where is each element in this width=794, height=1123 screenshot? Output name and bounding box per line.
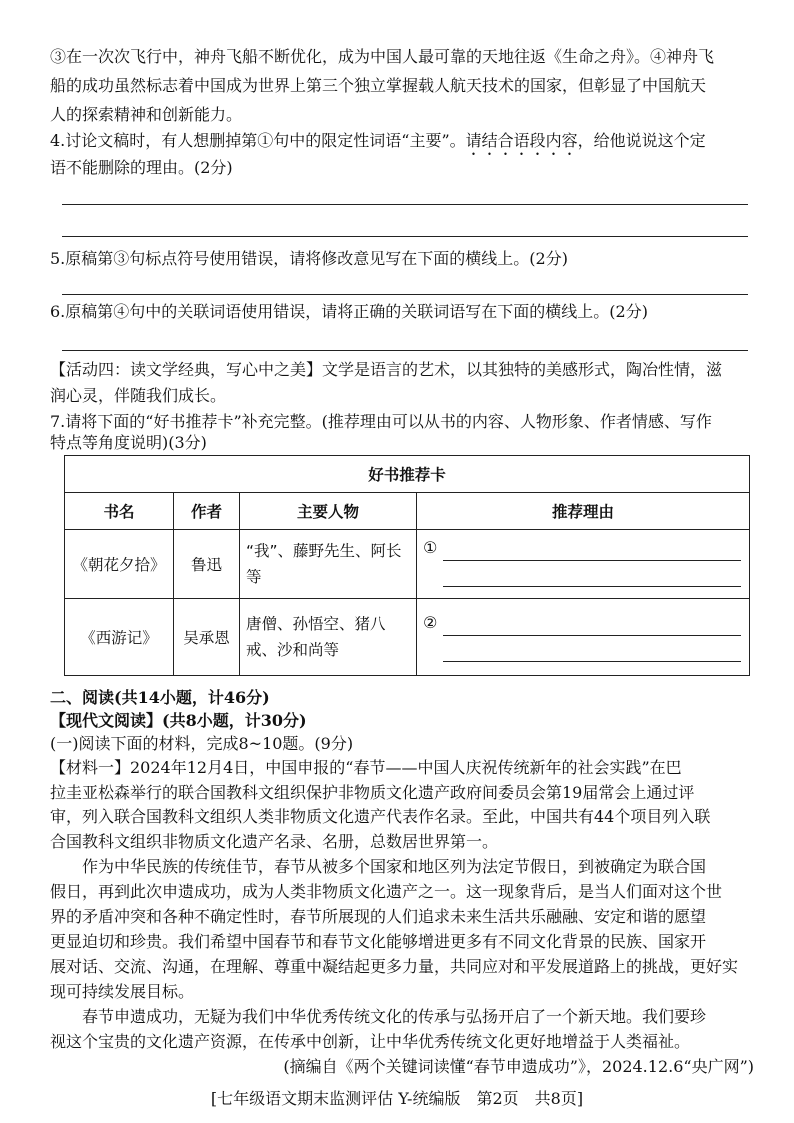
table-row: [65, 530, 750, 599]
activity-4: 【活动四：读文学经典，写心中之美】文学是语言的艺术，以其独特的美感形式，陶冶性情，滋: [50, 360, 723, 379]
passage-line: 船的成功虽然标志着中国成为世界上第三个独立掌握载人航天技术的国家，但彰显了中国航天: [50, 76, 707, 95]
paragraph-line: 作为中华民族的传统佳节，春节从被多个国家和地区列为法定节假日，到被确定为联合国: [82, 857, 707, 876]
header-people: 主要人物: [240, 493, 417, 530]
reason-number: ②: [423, 613, 438, 632]
paragraph-line: 现可持续发展目标。: [50, 982, 195, 1001]
question-5: 5.原稿第③句标点符号使用错误，请将修改意见写在下面的横线上。(2分): [50, 249, 568, 268]
paragraph-line: 【材料一】2024年12月4日，中国申报的“春节——中国人庆祝传统新年的社会实践”在巴: [50, 758, 682, 777]
answer-line[interactable]: [62, 204, 748, 205]
book-title: 《朝花夕拾》: [65, 530, 174, 599]
paragraph-line: 假日，再到此次申遗成功，成为人类非物质文化遗产之一。这一现象背后，是当人们面对这个世: [50, 882, 723, 901]
page-footer: [七年级语文期末监测评估 Y-统编版 第2页 共8页]: [210, 1089, 584, 1108]
card-title: 好书推荐卡: [65, 456, 750, 493]
modern-reading-heading: 【现代文阅读】(共8小题，计30分): [50, 711, 307, 730]
paragraph-line: 审，列入联合国教科文组织人类非物质文化遗产代表作名录。至此，中国共有44个项目列入联: [50, 807, 711, 826]
header-author: 作者: [174, 493, 240, 530]
paragraph-line: 拉圭亚松森举行的联合国教科文组织保护非物质文化遗产政府间委员会第19届常会上通过评: [50, 783, 695, 802]
answer-line[interactable]: [443, 586, 741, 587]
book-recommend-card: [64, 455, 750, 676]
question-4-text: 4.讨论文稿时，有人想删掉第①句中的限定性词语“主要”。: [50, 131, 466, 150]
reason-cell[interactable]: [417, 599, 750, 676]
question-4-line-2: 语不能删除的理由。(2分): [50, 158, 233, 177]
paragraph-line: 视这个宝贵的文化遗产资源，在传承中创新，让中华优秀传统文化更好地增益于人类福祉。: [50, 1032, 691, 1051]
table-row: [65, 599, 750, 676]
reason-number: ①: [423, 538, 438, 557]
reason-cell[interactable]: [417, 530, 750, 599]
paragraph-line: 界的矛盾冲突和各种不确定性时，春节所展现的人们追求未来生活共乐融融、安定和谐的愿望: [50, 907, 707, 926]
passage-line: ③在一次次飞行中，神舟飞船不断优化，成为中国人最可靠的天地往返《生命之舟》。④神舟飞: [50, 47, 715, 66]
paragraph-line: 春节申遗成功，无疑为我们中华优秀传统文化的传承与弘扬开启了一个新天地。我们要珍: [82, 1007, 707, 1026]
part-1-instruction: (一)阅读下面的材料，完成8~10题。(9分): [50, 734, 354, 753]
answer-line[interactable]: [443, 635, 741, 636]
emphasis-text: 请结合语段内容: [465, 131, 578, 150]
question-6: 6.原稿第④句中的关联词语使用错误，请将正确的关联词语写在下面的横线上。(2分): [50, 302, 648, 321]
question-4-text-end: ，给他说说这个定: [577, 131, 706, 150]
answer-line[interactable]: [62, 294, 748, 295]
book-title: 《西游记》: [65, 599, 174, 676]
section-2-heading: 二、阅读(共14小题，计46分): [50, 688, 270, 707]
passage-line: 人的探索精神和创新能力。: [50, 105, 243, 124]
answer-line[interactable]: [443, 661, 741, 662]
source-citation: (摘编自《两个关键词读懂“春节申遗成功”》，2024.12.6“央广网”): [283, 1057, 754, 1076]
activity-4-line-2: 润心灵，伴随我们成长。: [50, 386, 227, 405]
main-characters: “我”、藤野先生、阿长等: [240, 530, 417, 599]
answer-line[interactable]: [62, 350, 748, 351]
paragraph-line: 展对话、交流、沟通，在理解、尊重中凝结起更多力量，共同应对和平发展道路上的挑战，更好实: [50, 957, 739, 976]
question-7-line-2: 特点等角度说明)(3分): [50, 433, 207, 452]
answer-line[interactable]: [62, 236, 748, 237]
question-7: 7.请将下面的“好书推荐卡”补充完整。(推荐理由可以从书的内容、人物形象、作者情感、写作: [50, 412, 712, 431]
author: 吴承恩: [174, 599, 240, 676]
header-book: 书名: [65, 493, 174, 530]
paragraph-line: 合国教科文组织非物质文化遗产名录、名册，总数居世界第一。: [50, 832, 499, 851]
header-reason: 推荐理由: [417, 493, 750, 530]
main-characters: 唐僧、孙悟空、猪八戒、沙和尚等: [240, 599, 417, 676]
author: 鲁迅: [174, 530, 240, 599]
answer-line[interactable]: [443, 560, 741, 561]
paragraph-line: 更显迫切和珍贵。我们希望中国春节和春节文化能够增进更多有不同文化背景的民族、国家开: [50, 932, 707, 951]
